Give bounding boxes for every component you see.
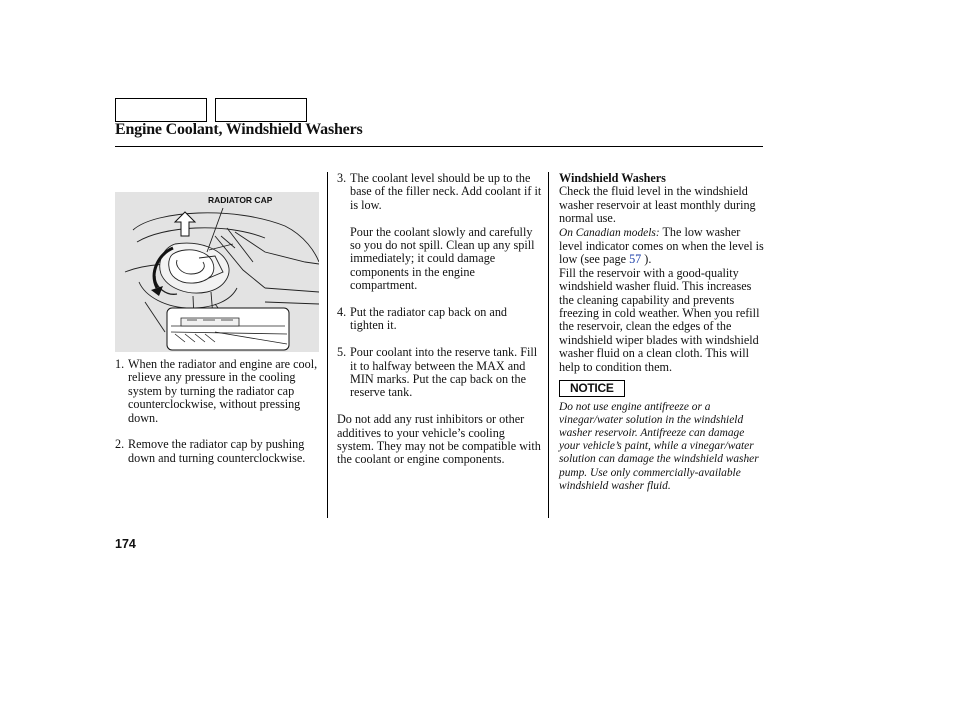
- step-number: 1.: [115, 357, 125, 371]
- step-text: Put the radiator cap back on and tighten it.: [350, 305, 508, 333]
- step-4: [337, 306, 543, 333]
- check-fluid-text: Check the fluid level in the windshield washer reservoir at least monthly during normal use.: [559, 184, 756, 226]
- step-number: 4.: [337, 305, 347, 320]
- middle-column: [337, 172, 543, 467]
- step-3-note: [337, 226, 543, 293]
- right-column: [559, 172, 765, 493]
- step-text: The coolant level should be up to the base of the filler neck. Add coolant if it is low.: [350, 171, 542, 212]
- step-text: When the radiator and engine are cool, relieve any pressure in the cooling system by turning the radiator cap counterclockwise, without pressing down.: [128, 357, 318, 425]
- step-text: Remove the radiator cap by pushing down and turning counterclockwise.: [128, 437, 306, 465]
- left-column: [115, 358, 320, 465]
- title-rule: [115, 146, 763, 147]
- step-3: [337, 172, 543, 212]
- canadian-end: ).: [644, 252, 652, 267]
- page-ref-link[interactable]: 57: [629, 252, 642, 267]
- radiator-cap-illustration: [115, 192, 319, 352]
- step-2: [115, 438, 320, 465]
- note-text: Pour the coolant slowly and carefully so you do not spill. Clean up any spill immediately; it could damage components in the engine compartment.: [350, 224, 535, 293]
- nav-box-2[interactable]: [215, 98, 307, 122]
- step-number: 2.: [115, 437, 125, 452]
- notice-text: Do not use engine antifreeze or a vinegar/water solution in the windshield washer reservoir. Antifreeze can damage your vehicle’s paint, while a vinegar/water solution can damage the windshield washer pump. Use only commercially-available windshield washer fluid.: [559, 401, 759, 492]
- canadian-label: On Canadian models:: [559, 226, 660, 239]
- page-title: Engine Coolant, Windshield Washers: [115, 121, 363, 138]
- step-1: [115, 358, 320, 425]
- column-divider-1: [327, 172, 328, 518]
- section-heading: Windshield Washers: [559, 171, 666, 185]
- page-number: 174: [115, 537, 136, 551]
- step-number: 5.: [337, 345, 347, 360]
- fill-reservoir-text: Fill the reservoir with a good-quality windshield washer fluid. This increases the cleaning capability and prevents freezing in cold weather. When you refill the reservoir, clean the edges of the windshield wiper blades with windshield washer fluid on a clean cloth. This will help to condition them.: [559, 265, 760, 374]
- canadian-models-text: [559, 226, 765, 267]
- step-number: 3.: [337, 171, 347, 185]
- figure-label: RADIATOR CAP: [208, 195, 273, 205]
- nav-box-1[interactable]: [115, 98, 207, 122]
- step-text: Pour coolant into the reserve tank. Fill it to halfway between the MAX and MIN marks. Put the cap back on the reserve tank.: [350, 345, 538, 400]
- radiator-drawing: [115, 192, 319, 352]
- additive-warning: Do not add any rust inhibitors or other additives to your vehicle’s cooling system. They may not be compatible with the coolant or engine components.: [337, 412, 541, 467]
- canadian-body: The low washer level indicator comes on when the level is low (see page: [559, 224, 764, 267]
- notice-badge: NOTICE: [559, 380, 625, 397]
- step-5: [337, 346, 543, 400]
- column-divider-2: [548, 172, 549, 518]
